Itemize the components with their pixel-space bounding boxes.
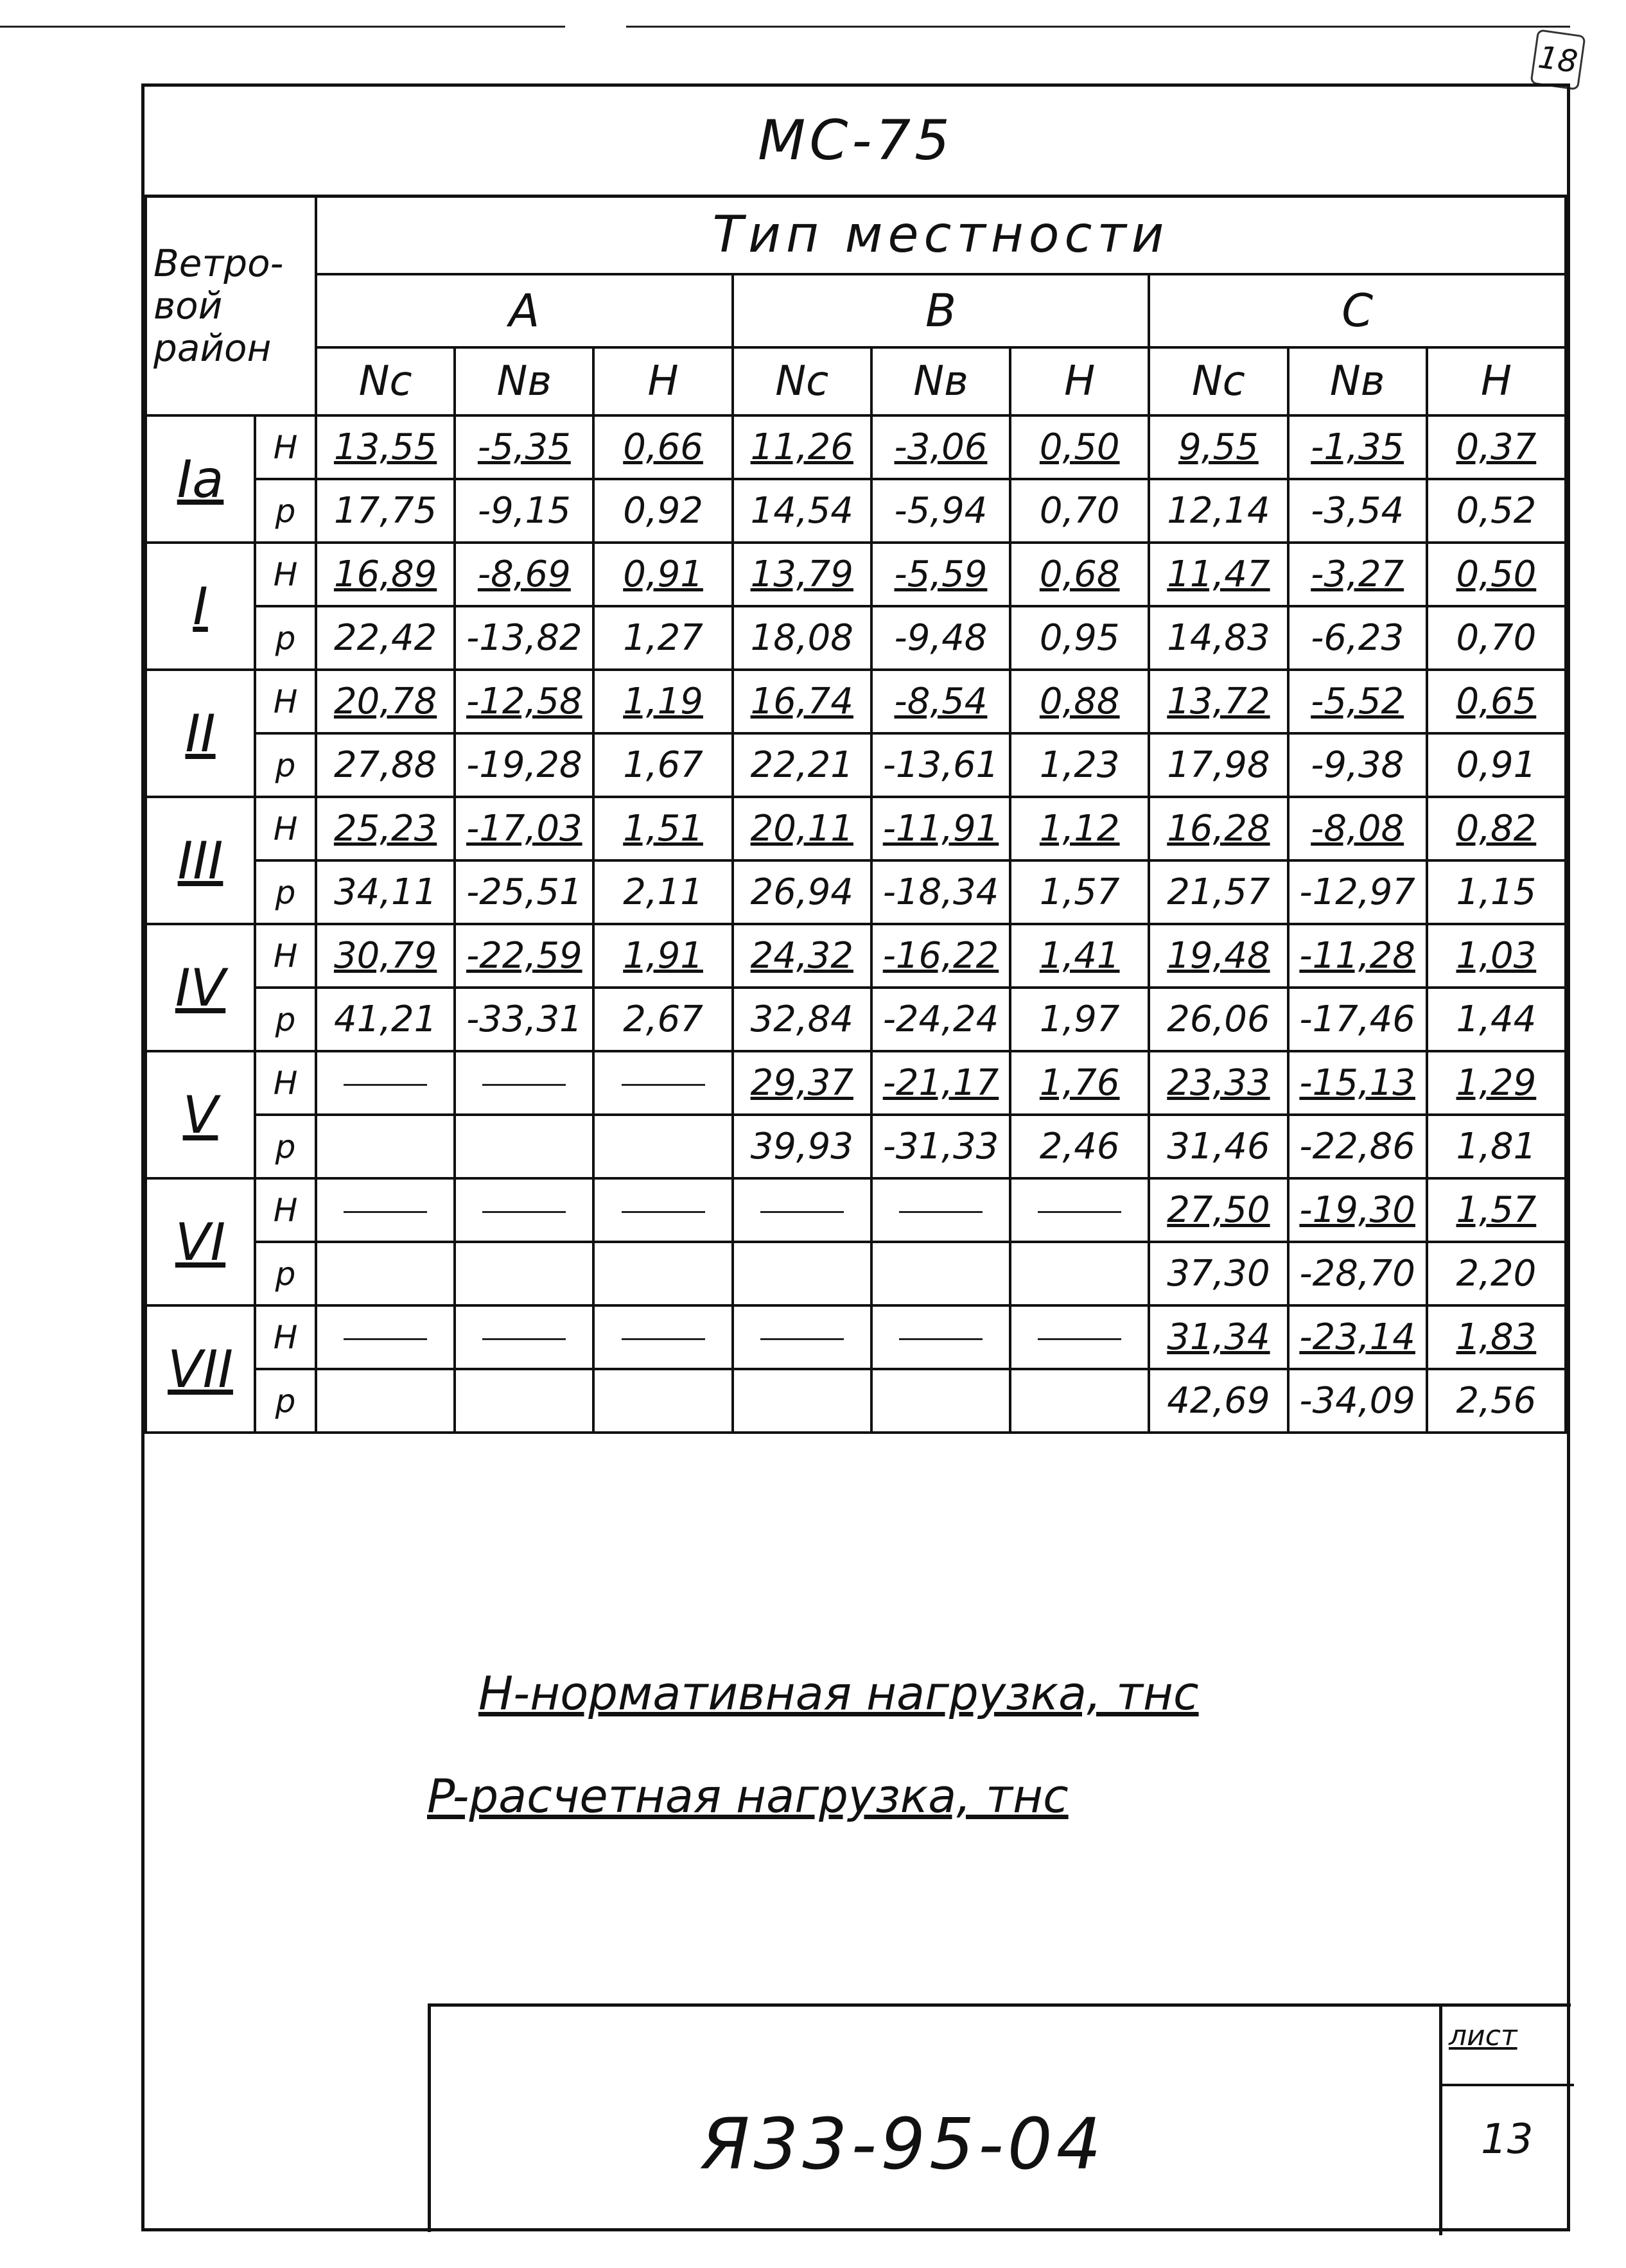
load-value-cell: 11,26 bbox=[733, 415, 871, 479]
load-value-cell: -12,58 bbox=[455, 670, 593, 733]
table-row bbox=[146, 1051, 1566, 1115]
load-value-cell: -6,23 bbox=[1288, 606, 1427, 670]
empty-cell bbox=[593, 1242, 732, 1305]
dash-mark bbox=[1038, 1338, 1121, 1340]
load-value-cell: 1,29 bbox=[1427, 1051, 1566, 1115]
empty-cell bbox=[593, 1178, 732, 1242]
load-value-cell: -5,94 bbox=[871, 479, 1010, 543]
load-value-cell: -9,15 bbox=[455, 479, 593, 543]
load-value-cell: 1,51 bbox=[593, 797, 732, 860]
table-row bbox=[146, 924, 1566, 988]
load-value-cell: 0,91 bbox=[593, 543, 732, 606]
table-row bbox=[146, 415, 1566, 479]
load-value-cell: -3,54 bbox=[1288, 479, 1427, 543]
zone-header-b: B bbox=[733, 274, 1150, 347]
load-value-cell: 1,27 bbox=[593, 606, 732, 670]
column-header-row bbox=[146, 347, 1566, 415]
dash-mark bbox=[344, 1338, 427, 1340]
sheet-label: лист bbox=[1449, 2019, 1517, 2052]
load-value-cell: 26,06 bbox=[1149, 988, 1288, 1051]
dash-mark bbox=[760, 1211, 844, 1213]
table-row bbox=[146, 797, 1566, 860]
load-value-cell: 0,50 bbox=[1010, 415, 1149, 479]
column-header: Nc bbox=[1149, 347, 1288, 415]
dash-mark bbox=[622, 1211, 705, 1213]
table-row bbox=[146, 1242, 1566, 1305]
dash-mark bbox=[1038, 1211, 1121, 1213]
wind-region-label: VII bbox=[146, 1305, 255, 1433]
wind-region-label: I bbox=[146, 543, 255, 670]
design-row-label: p bbox=[255, 988, 316, 1051]
wind-region-label: III bbox=[146, 797, 255, 924]
load-value-cell: 2,20 bbox=[1427, 1242, 1566, 1305]
design-row-label: p bbox=[255, 1242, 316, 1305]
dash-mark bbox=[622, 1084, 705, 1086]
empty-cell bbox=[733, 1369, 871, 1433]
load-value-cell: -19,30 bbox=[1288, 1178, 1427, 1242]
page-stamp: 18 bbox=[1530, 29, 1586, 91]
load-value-cell: 27,88 bbox=[316, 733, 455, 797]
load-value-cell: 22,21 bbox=[733, 733, 871, 797]
empty-cell bbox=[593, 1051, 732, 1115]
load-value-cell: -11,28 bbox=[1288, 924, 1427, 988]
zone-header-c: C bbox=[1149, 274, 1566, 347]
load-value-cell: 37,30 bbox=[1149, 1242, 1288, 1305]
empty-cell bbox=[316, 1242, 455, 1305]
document-title: MC-75 bbox=[144, 87, 1567, 198]
empty-cell bbox=[455, 1305, 593, 1369]
empty-cell bbox=[1010, 1242, 1149, 1305]
design-row-label: p bbox=[255, 606, 316, 670]
design-row-label: p bbox=[255, 479, 316, 543]
design-row-label: p bbox=[255, 733, 316, 797]
load-value-cell: 20,78 bbox=[316, 670, 455, 733]
load-value-cell: -24,24 bbox=[871, 988, 1010, 1051]
load-value-cell: 20,11 bbox=[733, 797, 871, 860]
wind-region-label: IV bbox=[146, 924, 255, 1051]
load-value-cell: 0,88 bbox=[1010, 670, 1149, 733]
sheet-divider bbox=[1442, 2084, 1574, 2086]
wind-region-label: II bbox=[146, 670, 255, 797]
load-value-cell: -22,59 bbox=[455, 924, 593, 988]
normative-row-label: H bbox=[255, 670, 316, 733]
load-value-cell: 14,83 bbox=[1149, 606, 1288, 670]
load-value-cell: -17,03 bbox=[455, 797, 593, 860]
normative-row-label: H bbox=[255, 543, 316, 606]
load-value-cell: -8,08 bbox=[1288, 797, 1427, 860]
empty-cell bbox=[455, 1242, 593, 1305]
top-rule-right bbox=[626, 26, 1570, 28]
load-value-cell: 1,76 bbox=[1010, 1051, 1149, 1115]
load-value-cell: -18,34 bbox=[871, 860, 1010, 924]
load-value-cell: 0,70 bbox=[1010, 479, 1149, 543]
column-header: Nc bbox=[316, 347, 455, 415]
load-value-cell: -21,17 bbox=[871, 1051, 1010, 1115]
load-value-cell: 17,98 bbox=[1149, 733, 1288, 797]
empty-cell bbox=[455, 1115, 593, 1178]
wind-region-label: Ia bbox=[146, 415, 255, 543]
load-value-cell: -13,82 bbox=[455, 606, 593, 670]
zone-header-a: A bbox=[316, 274, 733, 347]
normative-row-label: H bbox=[255, 415, 316, 479]
load-value-cell: 2,67 bbox=[593, 988, 732, 1051]
wind-region-label: VI bbox=[146, 1178, 255, 1305]
design-row-label: p bbox=[255, 860, 316, 924]
table-row bbox=[146, 988, 1566, 1051]
empty-cell bbox=[316, 1305, 455, 1369]
load-value-cell: 32,84 bbox=[733, 988, 871, 1051]
empty-cell bbox=[871, 1242, 1010, 1305]
load-value-cell: -25,51 bbox=[455, 860, 593, 924]
load-value-cell: 0,91 bbox=[1427, 733, 1566, 797]
load-value-cell: 2,46 bbox=[1010, 1115, 1149, 1178]
load-value-cell: 22,42 bbox=[316, 606, 455, 670]
load-value-cell: 1,44 bbox=[1427, 988, 1566, 1051]
empty-cell bbox=[316, 1178, 455, 1242]
dash-mark bbox=[482, 1211, 566, 1213]
load-value-cell: 1,19 bbox=[593, 670, 732, 733]
load-value-cell: 9,55 bbox=[1149, 415, 1288, 479]
note-design-load: P-расчетная нагрузка, тнс bbox=[427, 1769, 1069, 1823]
load-value-cell: 13,55 bbox=[316, 415, 455, 479]
load-value-cell: 0,37 bbox=[1427, 415, 1566, 479]
load-value-cell: -5,52 bbox=[1288, 670, 1427, 733]
loads-table-body bbox=[146, 415, 1566, 1433]
load-value-cell: -11,91 bbox=[871, 797, 1010, 860]
note-normative-load: H-нормативная нагрузка, тнс bbox=[478, 1666, 1199, 1720]
normative-row-label: H bbox=[255, 1051, 316, 1115]
load-value-cell: 41,21 bbox=[316, 988, 455, 1051]
load-value-cell: 1,12 bbox=[1010, 797, 1149, 860]
empty-cell bbox=[593, 1305, 732, 1369]
load-value-cell: 0,70 bbox=[1427, 606, 1566, 670]
load-value-cell: 0,65 bbox=[1427, 670, 1566, 733]
empty-cell bbox=[1010, 1178, 1149, 1242]
load-value-cell: -9,38 bbox=[1288, 733, 1427, 797]
load-value-cell: 24,32 bbox=[733, 924, 871, 988]
load-value-cell: -1,35 bbox=[1288, 415, 1427, 479]
load-value-cell: 13,79 bbox=[733, 543, 871, 606]
load-value-cell: -28,70 bbox=[1288, 1242, 1427, 1305]
title-block bbox=[428, 2003, 1571, 2232]
normative-row-label: H bbox=[255, 1178, 316, 1242]
dash-mark bbox=[622, 1338, 705, 1340]
load-value-cell: -31,33 bbox=[871, 1115, 1010, 1178]
load-value-cell: -16,22 bbox=[871, 924, 1010, 988]
load-value-cell: -8,69 bbox=[455, 543, 593, 606]
load-value-cell: -15,13 bbox=[1288, 1051, 1427, 1115]
dash-mark bbox=[344, 1211, 427, 1213]
load-value-cell: -34,09 bbox=[1288, 1369, 1427, 1433]
load-value-cell: 2,56 bbox=[1427, 1369, 1566, 1433]
load-value-cell: 12,14 bbox=[1149, 479, 1288, 543]
load-value-cell: 1,97 bbox=[1010, 988, 1149, 1051]
column-header: Nc bbox=[733, 347, 871, 415]
load-value-cell: 0,52 bbox=[1427, 479, 1566, 543]
load-value-cell: -8,54 bbox=[871, 670, 1010, 733]
column-header: H bbox=[1010, 347, 1149, 415]
sheet-box bbox=[1439, 2007, 1574, 2235]
load-value-cell: -19,28 bbox=[455, 733, 593, 797]
empty-cell bbox=[733, 1242, 871, 1305]
load-value-cell: 0,82 bbox=[1427, 797, 1566, 860]
load-value-cell: 31,34 bbox=[1149, 1305, 1288, 1369]
empty-cell bbox=[316, 1051, 455, 1115]
load-value-cell: 0,66 bbox=[593, 415, 732, 479]
load-value-cell: 1,83 bbox=[1427, 1305, 1566, 1369]
empty-cell bbox=[1010, 1369, 1149, 1433]
top-rule-left bbox=[0, 26, 565, 28]
load-value-cell: 16,28 bbox=[1149, 797, 1288, 860]
load-value-cell: 1,67 bbox=[593, 733, 732, 797]
load-value-cell: 13,72 bbox=[1149, 670, 1288, 733]
load-value-cell: -3,27 bbox=[1288, 543, 1427, 606]
load-value-cell: 0,50 bbox=[1427, 543, 1566, 606]
load-value-cell: 42,69 bbox=[1149, 1369, 1288, 1433]
loads-table bbox=[144, 195, 1567, 1434]
load-value-cell: 19,48 bbox=[1149, 924, 1288, 988]
load-value-cell: 21,57 bbox=[1149, 860, 1288, 924]
empty-cell bbox=[316, 1369, 455, 1433]
table-row bbox=[146, 1178, 1566, 1242]
column-header: Nв bbox=[871, 347, 1010, 415]
table-row bbox=[146, 1305, 1566, 1369]
load-value-cell: 39,93 bbox=[733, 1115, 871, 1178]
load-value-cell: 16,89 bbox=[316, 543, 455, 606]
normative-row-label: H bbox=[255, 797, 316, 860]
load-value-cell: 17,75 bbox=[316, 479, 455, 543]
empty-cell bbox=[1010, 1305, 1149, 1369]
load-value-cell: 0,95 bbox=[1010, 606, 1149, 670]
load-value-cell: 1,91 bbox=[593, 924, 732, 988]
column-header: Nв bbox=[455, 347, 593, 415]
load-value-cell: 23,33 bbox=[1149, 1051, 1288, 1115]
table-row bbox=[146, 733, 1566, 797]
region-header: Ветро-вой район bbox=[146, 196, 316, 415]
dash-mark bbox=[482, 1084, 566, 1086]
table-row bbox=[146, 1115, 1566, 1178]
load-value-cell: 1,57 bbox=[1427, 1178, 1566, 1242]
load-value-cell: 1,23 bbox=[1010, 733, 1149, 797]
load-value-cell: 18,08 bbox=[733, 606, 871, 670]
table-row bbox=[146, 1369, 1566, 1433]
dash-mark bbox=[344, 1084, 427, 1086]
load-value-cell: 25,23 bbox=[316, 797, 455, 860]
normative-row-label: H bbox=[255, 924, 316, 988]
drawing-code: Я33-95-04 bbox=[701, 2103, 1105, 2185]
load-value-cell: 1,57 bbox=[1010, 860, 1149, 924]
empty-cell bbox=[316, 1115, 455, 1178]
table-row bbox=[146, 479, 1566, 543]
load-value-cell: -5,59 bbox=[871, 543, 1010, 606]
load-value-cell: 0,92 bbox=[593, 479, 732, 543]
load-value-cell: -12,97 bbox=[1288, 860, 1427, 924]
load-value-cell: -13,61 bbox=[871, 733, 1010, 797]
design-row-label: p bbox=[255, 1115, 316, 1178]
empty-cell bbox=[871, 1178, 1010, 1242]
dash-mark bbox=[760, 1338, 844, 1340]
load-value-cell: 27,50 bbox=[1149, 1178, 1288, 1242]
load-value-cell: 11,47 bbox=[1149, 543, 1288, 606]
column-header: H bbox=[1427, 347, 1566, 415]
empty-cell bbox=[871, 1305, 1010, 1369]
load-value-cell: 14,54 bbox=[733, 479, 871, 543]
load-value-cell: -5,35 bbox=[455, 415, 593, 479]
empty-cell bbox=[593, 1369, 732, 1433]
load-value-cell: 1,03 bbox=[1427, 924, 1566, 988]
drawing-frame bbox=[141, 83, 1570, 2231]
empty-cell bbox=[455, 1051, 593, 1115]
load-value-cell: 2,11 bbox=[593, 860, 732, 924]
load-value-cell: 16,74 bbox=[733, 670, 871, 733]
terrain-type-header: Тип местности bbox=[316, 196, 1566, 274]
load-value-cell: 31,46 bbox=[1149, 1115, 1288, 1178]
load-value-cell: -33,31 bbox=[455, 988, 593, 1051]
column-header: Nв bbox=[1288, 347, 1427, 415]
load-value-cell: 1,41 bbox=[1010, 924, 1149, 988]
table-row bbox=[146, 670, 1566, 733]
empty-cell bbox=[733, 1305, 871, 1369]
load-value-cell: 1,15 bbox=[1427, 860, 1566, 924]
empty-cell bbox=[455, 1178, 593, 1242]
load-value-cell: 29,37 bbox=[733, 1051, 871, 1115]
dash-mark bbox=[899, 1338, 983, 1340]
load-value-cell: 34,11 bbox=[316, 860, 455, 924]
load-value-cell: -9,48 bbox=[871, 606, 1010, 670]
table-row bbox=[146, 606, 1566, 670]
load-value-cell: 1,81 bbox=[1427, 1115, 1566, 1178]
table-row bbox=[146, 860, 1566, 924]
empty-cell bbox=[455, 1369, 593, 1433]
normative-row-label: H bbox=[255, 1305, 316, 1369]
dash-mark bbox=[482, 1338, 566, 1340]
column-header: H bbox=[593, 347, 732, 415]
load-value-cell: 26,94 bbox=[733, 860, 871, 924]
load-value-cell: -3,06 bbox=[871, 415, 1010, 479]
design-row-label: p bbox=[255, 1369, 316, 1433]
wind-region-label: V bbox=[146, 1051, 255, 1178]
empty-cell bbox=[733, 1178, 871, 1242]
sheet-number: 13 bbox=[1481, 2116, 1534, 2163]
load-value-cell: -23,14 bbox=[1288, 1305, 1427, 1369]
load-value-cell: -17,46 bbox=[1288, 988, 1427, 1051]
empty-cell bbox=[871, 1369, 1010, 1433]
empty-cell bbox=[593, 1115, 732, 1178]
dash-mark bbox=[899, 1211, 983, 1213]
table-row bbox=[146, 543, 1566, 606]
load-value-cell: -22,86 bbox=[1288, 1115, 1427, 1178]
load-value-cell: 30,79 bbox=[316, 924, 455, 988]
load-value-cell: 0,68 bbox=[1010, 543, 1149, 606]
